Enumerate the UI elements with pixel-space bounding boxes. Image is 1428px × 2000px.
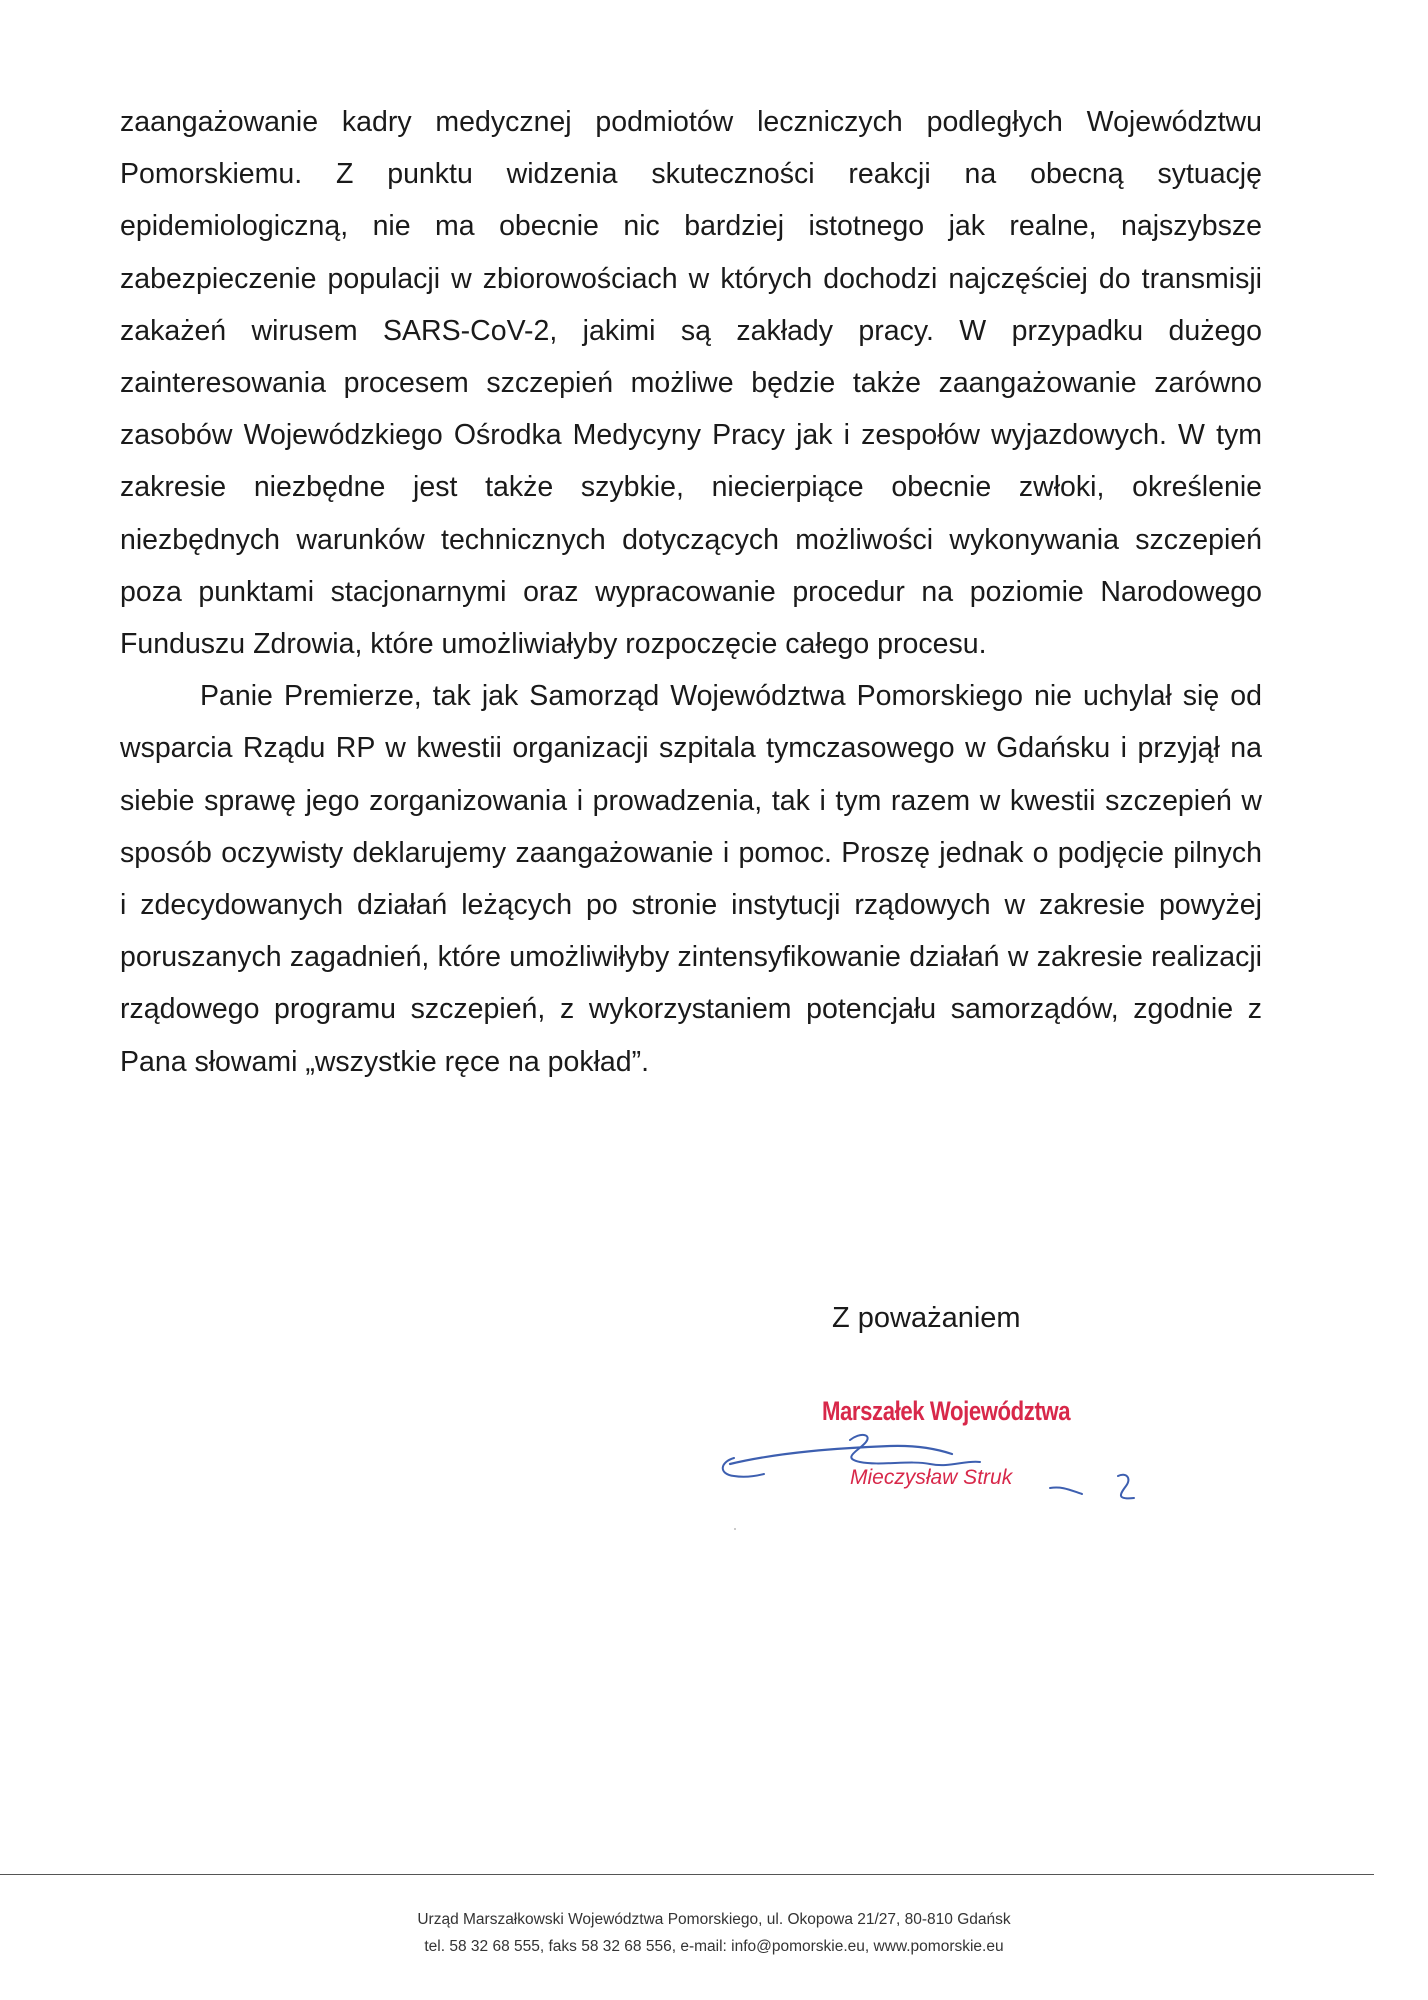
paragraph-2: Panie Premierze, tak jak Samorząd Województwa Pomorskiego nie uchylał się od wsparcia Rządu RP w kwestii organizacji szpitala tymczasowego w Gdańsku i przyjął na siebie sprawę jego zorganizowania i prowadzenia, tak i tym razem w kwestii szczepień w sposób oczywisty deklarujemy zaangażowanie i pomoc. Proszę jednak o podjęcie pilnych i zdecydowanych działań leżących po stronie instytucji rządowych w zakresie powyżej poruszanych zagadnień, które umożliwiłyby zintensyfikowanie działań w zakresie realizacji rządowego programu szczepień, z wykorzystaniem potencjału samorządów, zgodnie z Pana słowami „wszystkie ręce na pokład”.: [120, 680, 1262, 1078]
scan-speck: [734, 1528, 736, 1530]
signature-stamp: [690, 1390, 1170, 1520]
stamp-name: Mieczysław Struk: [850, 1466, 1013, 1489]
footer-divider: [0, 1874, 1374, 1875]
paragraph-1: zaangażowanie kadry medycznej podmiotów leczniczych podległych Województwu Pomorskiemu. Z punktu widzenia skuteczności reakcji na obecną sytuację epidemiologiczną, nie ma obecnie nic bardziej istotnego jak realne, najszybsze zabezpieczenie populacji w zbiorowościach w których dochodzi najczęściej do transmisji zakażeń wirusem SARS-CoV-2, jakimi są zakłady pracy. W przypadku dużego zainteresowania procesem szczepień możliwe będzie także zaangażowanie zarówno zasobów Wojewódzkiego Ośrodka Medycyny Pracy jak i zespołów wyjazdowych. W tym zakresie niezbędne jest także szybkie, niecierpiące obecnie zwłoki, określenie niezbędnych warunków technicznych dotyczących możliwości wykonywania szczepień poza punktami stacjonarnymi oraz wypracowanie procedur na poziomie Narodowego Funduszu Zdrowia, które umożliwiałyby rozpoczęcie całego procesu.: [120, 106, 1262, 661]
footer: [0, 1906, 1428, 1960]
footer-address: Urząd Marszałkowski Województwa Pomorskiego, ul. Okopowa 21/27, 80-810 Gdańsk: [417, 1911, 1011, 1928]
footer-contact: tel. 58 32 68 555, faks 58 32 68 556, e-mail: info@pomorskie.eu, www.pomorskie.eu: [424, 1938, 1004, 1955]
closing-salutation: Z poważaniem: [832, 1302, 1021, 1334]
letter-body: [120, 96, 1262, 1088]
stamp-title: Marszałek Województwa: [822, 1396, 1071, 1426]
